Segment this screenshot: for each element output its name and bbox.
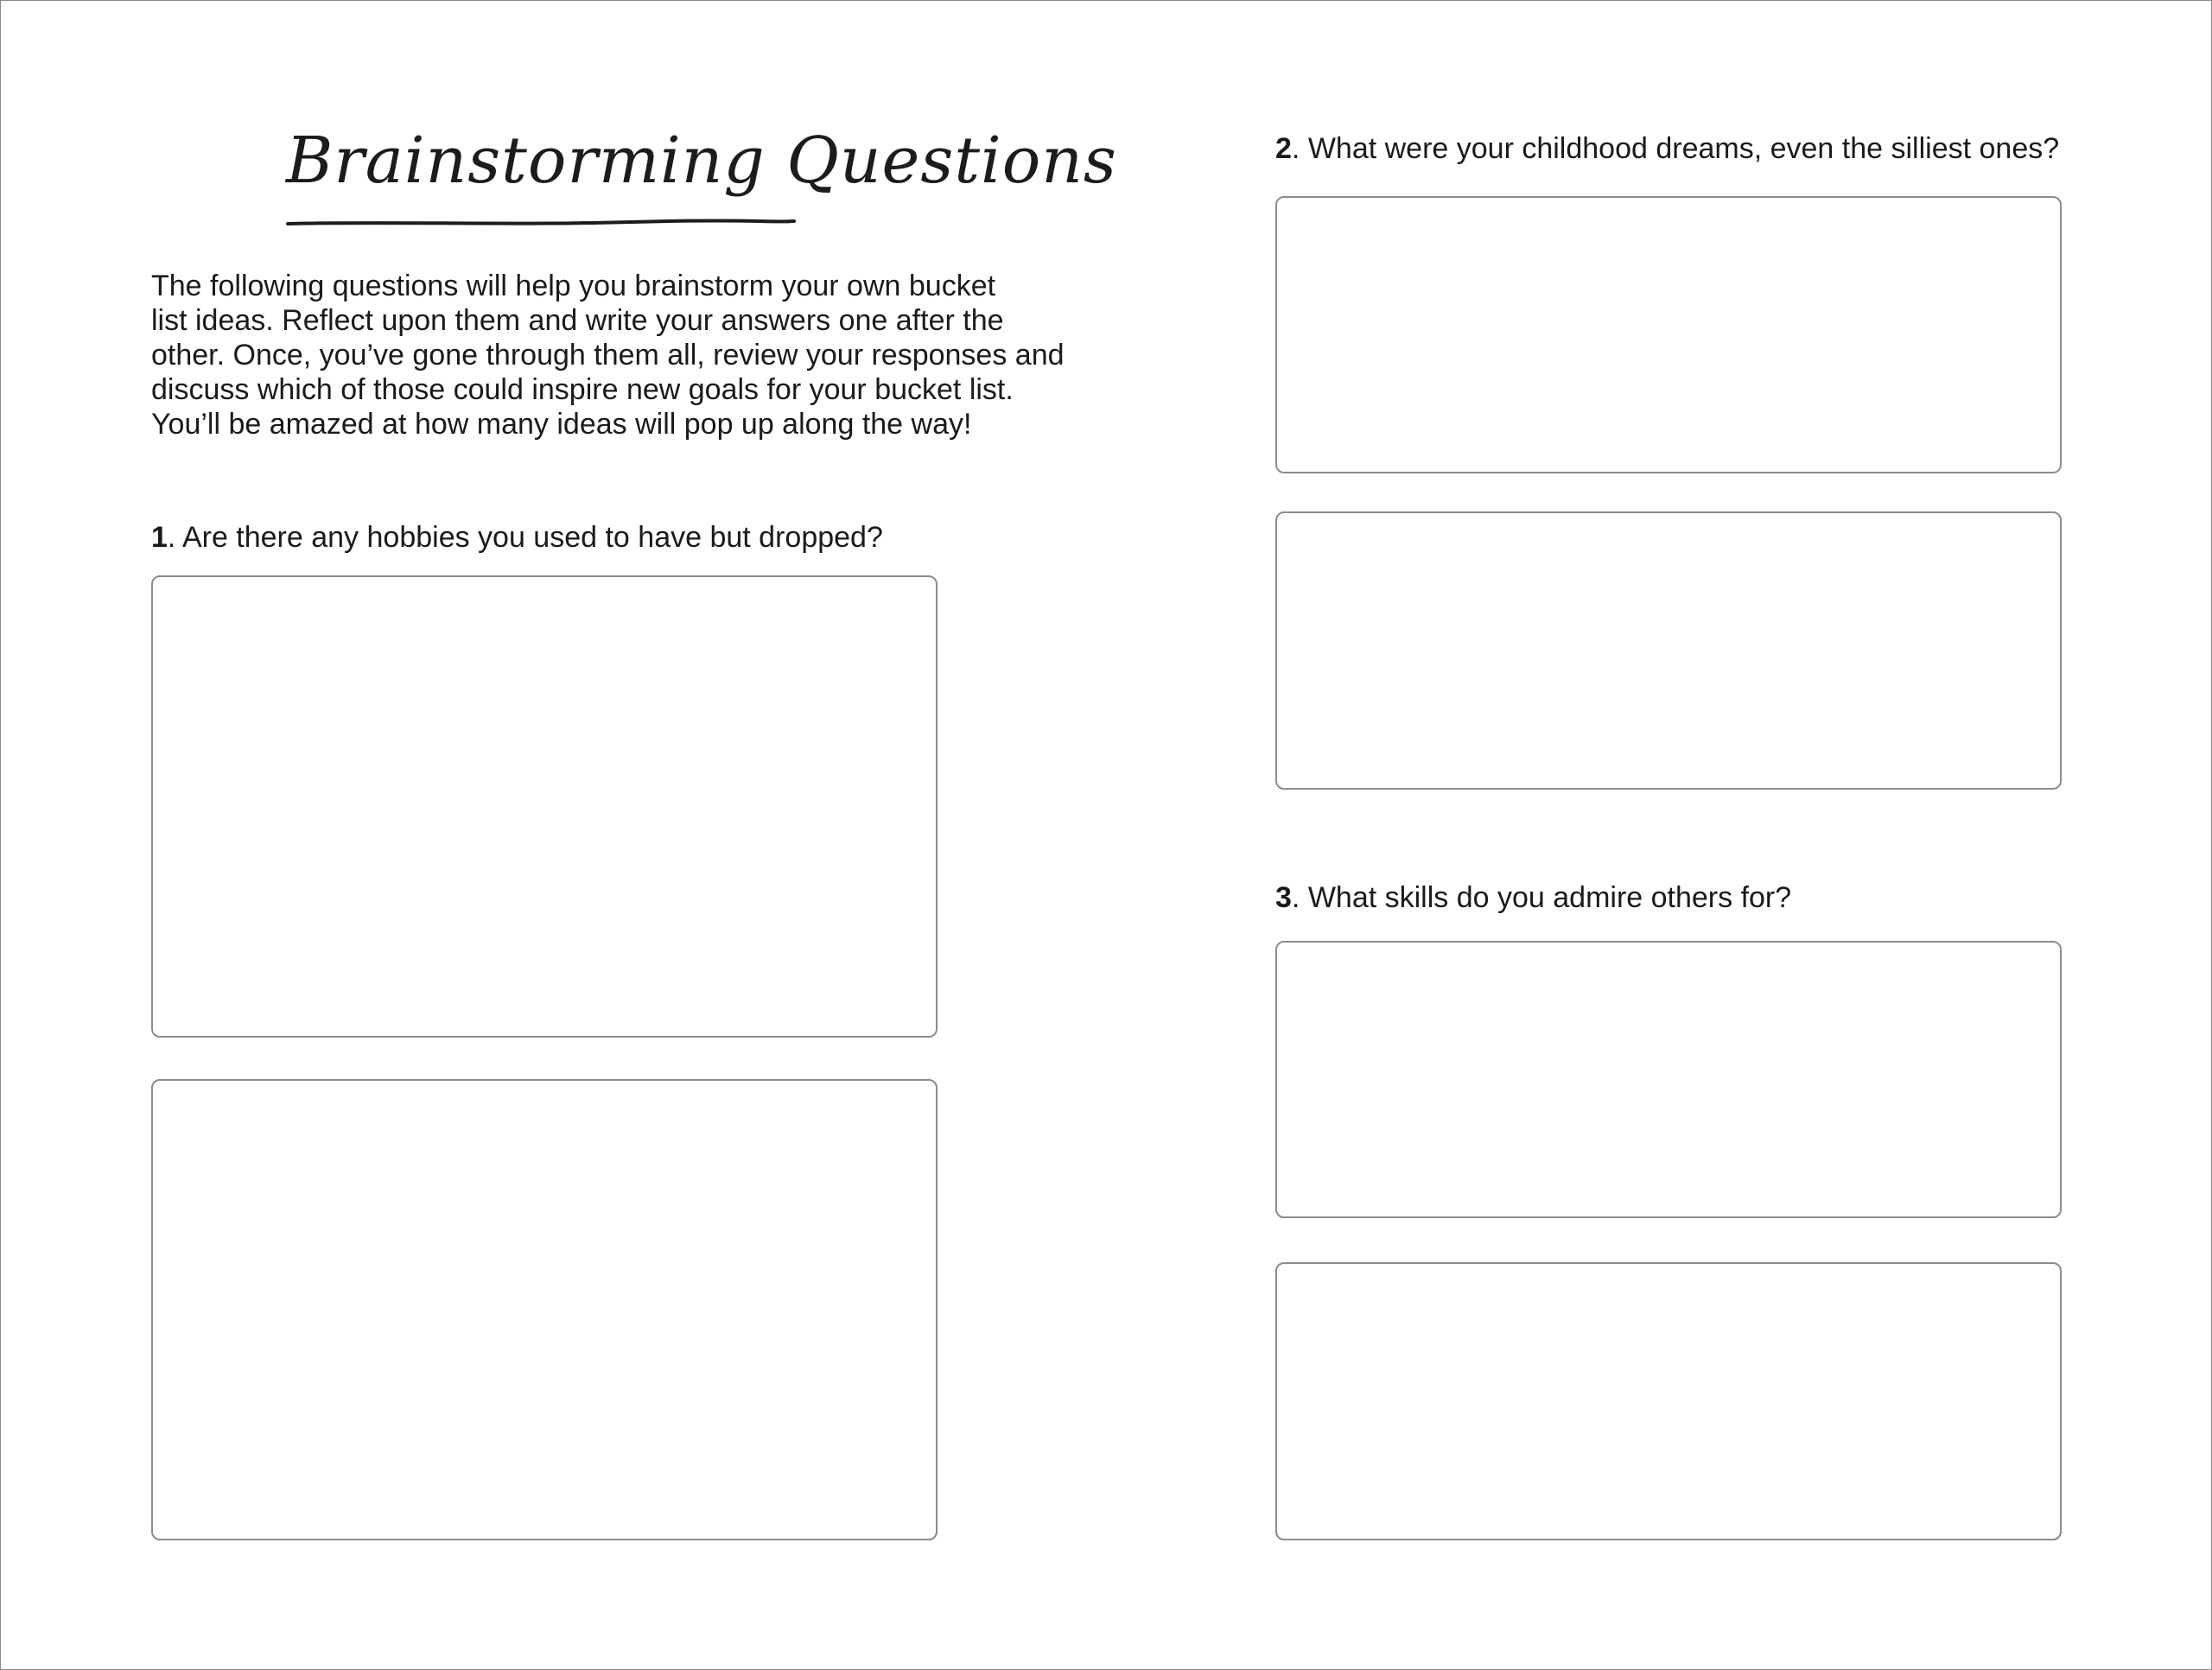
question-1 <box>151 520 883 555</box>
question-number: 2 <box>1275 132 1292 165</box>
answer-box-3b[interactable] <box>1275 1262 2062 1540</box>
question-text: . What were your childhood dreams, even the silliest ones? <box>1291 132 2060 165</box>
intro-line: discuss which of those could inspire new goals for your bucket list. <box>151 373 1014 406</box>
question-2 <box>1275 131 2059 166</box>
answer-box-1a[interactable] <box>151 575 938 1038</box>
question-number: 1 <box>151 521 168 554</box>
intro-line: list ideas. Reflect upon them and write your answers one after the <box>151 304 1004 337</box>
answer-box-2b[interactable] <box>1275 511 2062 790</box>
question-number: 3 <box>1275 881 1292 914</box>
answer-box-2a[interactable] <box>1275 196 2062 473</box>
intro-line: You’ll be amazed at how many ideas will pop up along the way! <box>151 408 972 441</box>
intro-line: other. Once, you’ve gone through them all, review your responses and <box>151 339 1065 371</box>
question-text: . Are there any hobbies you used to have but dropped? <box>167 521 883 554</box>
title-underline <box>286 217 796 229</box>
answer-box-3a[interactable] <box>1275 941 2062 1218</box>
answer-box-1b[interactable] <box>151 1079 938 1540</box>
question-text: . What skills do you admire others for? <box>1291 881 1792 914</box>
page-title <box>286 113 1117 234</box>
title-script-text: Brainstorming Questions <box>286 124 1117 198</box>
intro-line: The following questions will help you brainstorm your own bucket <box>151 270 996 302</box>
question-3 <box>1275 880 1791 915</box>
intro-paragraph <box>151 269 1065 441</box>
